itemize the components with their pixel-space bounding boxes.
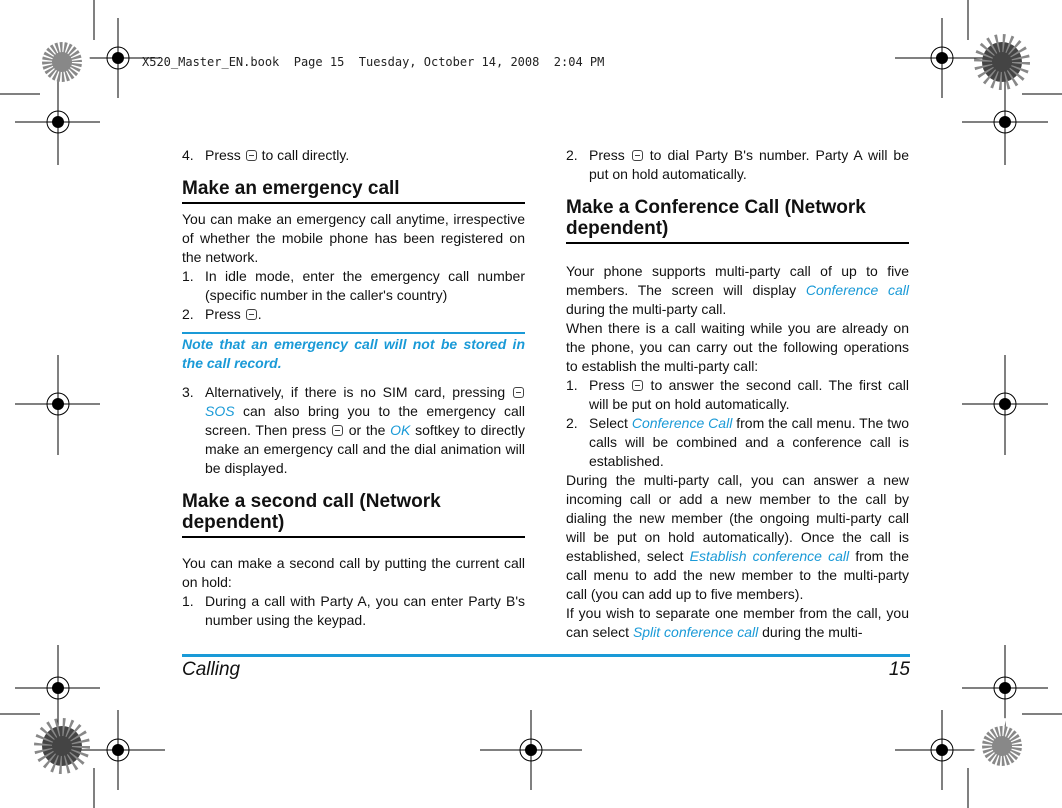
emergency-step-2: 2. Press . xyxy=(182,306,262,322)
left-column xyxy=(182,146,525,630)
call-key-icon xyxy=(632,150,643,161)
footer-section-title: Calling xyxy=(182,659,241,680)
conference-p4: If you wish to separate one member from the call, you can select Split conference call during the multi- xyxy=(566,605,909,640)
call-key-icon xyxy=(632,380,643,391)
book-info-header: X520_Master_EN.book Page 15 Tuesday, October 14, 2008 2:04 PM xyxy=(142,55,605,69)
emergency-note: Note that an emergency call will not be stored in the call record. xyxy=(182,332,525,373)
softkey-icon xyxy=(513,387,524,398)
conference-p2: When there is a call waiting while you are already on the phone, you can carry out the following operations to establish the multi-party call: xyxy=(566,320,909,374)
conference-p3: During the multi-party call, you can answer a new incoming call or add a new member to the call by dialing the new member (the ongoing multi-party call will be put on hold automatically). Once the call is established, select Establish conference call from the call menu to add the new member to the multi-party call (you can add up to five members). xyxy=(566,472,909,602)
emergency-intro: You can make an emergency call anytime, irrespective of whether the mobile phone has been registered on the network. xyxy=(182,211,525,265)
footer-page-number: 15 xyxy=(888,659,910,680)
conference-step-2: 2. Select Conference Call from the call menu. The two calls will be combined and a conference call is established. xyxy=(566,415,910,469)
conference-heading: Make a Conference Call (Network dependent) xyxy=(566,197,909,244)
second-call-step-1: 1. During a call with Party A, you can enter Party B's number using the keypad. xyxy=(182,593,525,628)
step-2: 2. Press to dial Party B's number. Party A will be put on hold automatically. xyxy=(566,147,909,182)
conference-step-1: 1. Press to answer the second call. The first call will be put on hold automatically. xyxy=(566,377,909,412)
emergency-step-1: 1. In idle mode, enter the emergency call number (specific number in the caller's country) xyxy=(182,268,525,303)
step-4: 4. Press to call directly. xyxy=(182,147,350,163)
emergency-heading: Make an emergency call xyxy=(182,178,525,204)
right-column xyxy=(566,146,909,642)
second-call-heading: Make a second call (Network dependent) xyxy=(182,491,525,538)
footer-rule xyxy=(182,654,910,657)
call-key-icon xyxy=(246,150,257,161)
call-key-icon xyxy=(332,425,343,436)
second-call-intro: You can make a second call by putting the current call on hold: xyxy=(182,555,525,590)
conference-p1: Your phone supports multi-party call of up to five members. The screen will display Conference call during the multi-party call. xyxy=(566,263,909,317)
call-key-icon xyxy=(246,309,257,320)
emergency-step-3: 3. Alternatively, if there is no SIM card, pressing SOS can also bring you to the emergency call screen. Then press or the OK softkey to directly make an emergency call and the dial animation will be displayed. xyxy=(182,384,525,476)
